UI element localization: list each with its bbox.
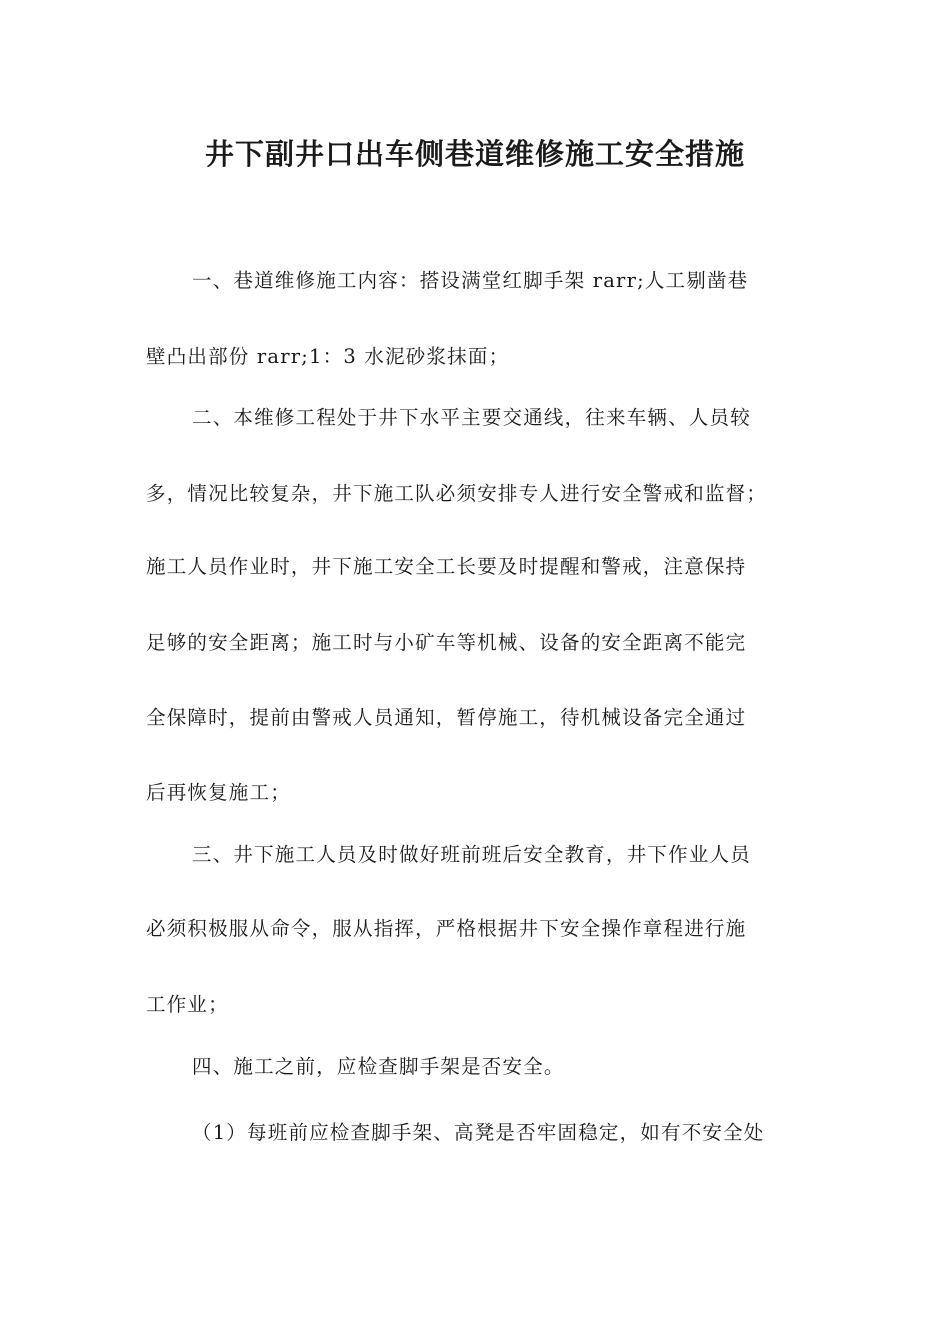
paragraph-2-line-1: 二、本维修工程处于井下水平主要交通线，往来车辆、人员较 (192, 406, 751, 429)
paragraph-3-line-1: 三、井下施工人员及时做好班前班后安全教育，井下作业人员 (192, 843, 751, 866)
paragraph-2-line-2: 多，情况比较复杂，井下施工队必须安排专人进行安全警戒和监督； (146, 482, 768, 505)
paragraph-2-line-5: 全保障时，提前由警戒人员通知，暂停施工，待机械设备完全通过 (146, 706, 747, 729)
paragraph-2-line-4: 足够的安全距离；施工时与小矿车等机械、设备的安全距离不能完 (146, 631, 747, 654)
document-title: 井下副井口出车侧巷道维修施工安全措施 (204, 137, 745, 171)
paragraph-2-line-3: 施工人员作业时，井下施工安全工长要及时提醒和警戒，注意保持 (146, 555, 747, 578)
paragraph-3-line-3: 工作业； (146, 993, 229, 1016)
paragraph-4-line-1: 四、施工之前，应检查脚手架是否安全。 (192, 1055, 565, 1078)
paragraph-3-line-2: 必须积极服从命令，服从指挥，严格根据井下安全操作章程进行施 (146, 917, 747, 940)
paragraph-1-line-2: 壁凸出部份 rarr;1：3 水泥砂浆抹面； (146, 345, 510, 368)
paragraph-2-line-6: 后再恢复施工； (146, 781, 291, 804)
paragraph-1-line-1: 一、巷道维修施工内容：搭设满堂红脚手架 rarr;人工剔凿巷 (192, 269, 749, 292)
paragraph-5-line-1: （1）每班前应检查脚手架、高凳是否牢固稳定，如有不安全处 (192, 1121, 765, 1144)
